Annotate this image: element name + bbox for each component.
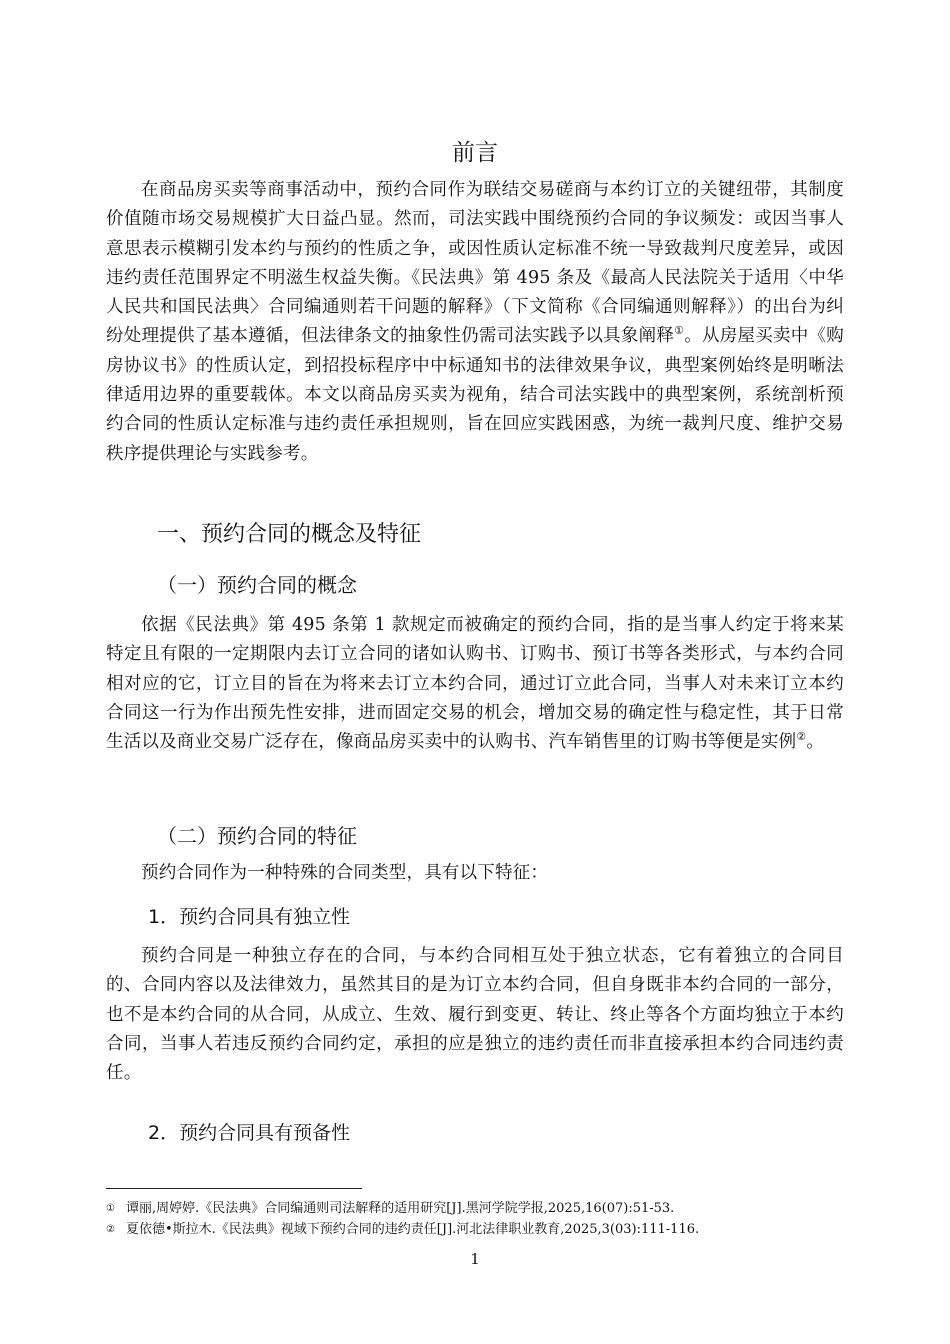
footnote-divider (106, 1188, 362, 1189)
feature-heading-independence: 1．预约合同具有独立性 (148, 906, 351, 928)
concept-paragraph (106, 611, 844, 757)
page-number: 1 (470, 1250, 480, 1268)
preface-text-continued: 。从房屋买卖中《购房协议书》的性质认定，到招投标程序中中标通知书的法律效果争议，典型案例始终是明晰法律适用边界的重要载体。本文以商品房买卖为视角，结合司法实践中的典型案例，系统剖析预约合同的性质认定标准与违约责任承担规则，旨在回应实践困惑，为统一裁判尺度、维护交易秩序提供理论与实践参考。 (106, 326, 844, 464)
feature-heading-preparatory: 2．预约合同具有预备性 (148, 1122, 351, 1144)
subsection-heading-concept: （一）预约合同的概念 (157, 573, 357, 597)
footnote-2 (106, 1220, 866, 1239)
features-intro: 预约合同作为一种特殊的合同类型，具有以下特征： (141, 863, 549, 883)
footnote-mark-2: ② (106, 1224, 115, 1235)
footnote-ref-1[interactable]: ① (674, 324, 685, 338)
subsection-heading-features: （二）预约合同的特征 (157, 824, 357, 848)
independence-paragraph: 预约合同是一种独立存在的合同，与本约合同相互处于独立状态，它有着独立的合同目的、合同内容以及法律效力，虽然其目的是为订立本约合同，但自身既非本约合同的一部分，也不是本约合同的从合同，从成立、生效、履行到变更、转让、终止等各个方面均独立于本约合同，当事人若违反预约合同约定，承担的应是独立的违约责任而非直接承担本约合同违约责任。 (106, 946, 844, 1084)
preface-paragraph (106, 176, 844, 469)
concept-text: 依据《民法典》第 495 条第 1 款规定而被确定的预约合同，指的是当事人约定于将来某特定且有限的一定期限内去订立合同的诸如认购书、订购书、预订书等各类形式，与本约合同相对应的它，订立目的旨在为将来去订立本约合同，通过订立此合同，当事人对未来订立本约合同这一行为作出预先性安排，进而固定交易的机会，增加交易的确定性与稳定性，其于日常生活以及商业交易广泛存在，像商品房买卖中的认购书、汽车销售里的订购书等便是实例 (106, 615, 844, 753)
preface-text: 在商品房买卖等商事活动中，预约合同作为联结交易磋商与本约订立的关键纽带，其制度价值随市场交易规模扩大日益凸显。然而，司法实践中围绕预约合同的争议频发：或因当事人意思表示模糊引发本约与预约的性质之争，或因性质认定标准不统一导致裁判尺度差异，或因违约责任范围界定不明滋生权益失衡。《民法典》第 495 条及《最高人民法院关于适用〈中华人民共和国民法典〉合同编通则若干问题的解释》（下文简称《合同编通则解释》）的出台为纠纷处理提供了基本遵循，但法律条文的抽象性仍需司法实践予以具象阐释 (106, 180, 844, 347)
footnote-mark-1: ① (106, 1203, 115, 1214)
footnote-ref-2[interactable]: ② (796, 730, 807, 744)
footnote-text-2: 夏依德•斯拉木.《民法典》视域下预约合同的违约责任[J].河北法律职业教育,2025,3(03):111-116. (126, 1222, 700, 1237)
footnote-1 (106, 1199, 866, 1218)
page-title: 前言 (452, 140, 498, 166)
concept-text-end: 。 (806, 732, 825, 753)
footnote-text-1: 谭丽,周婷婷.《民法典》合同编通则司法解释的适用研究[J].黑河学院学报,2025,16(07):51-53. (126, 1201, 675, 1216)
section-heading-1: 一、预约合同的概念及特征 (157, 522, 422, 547)
